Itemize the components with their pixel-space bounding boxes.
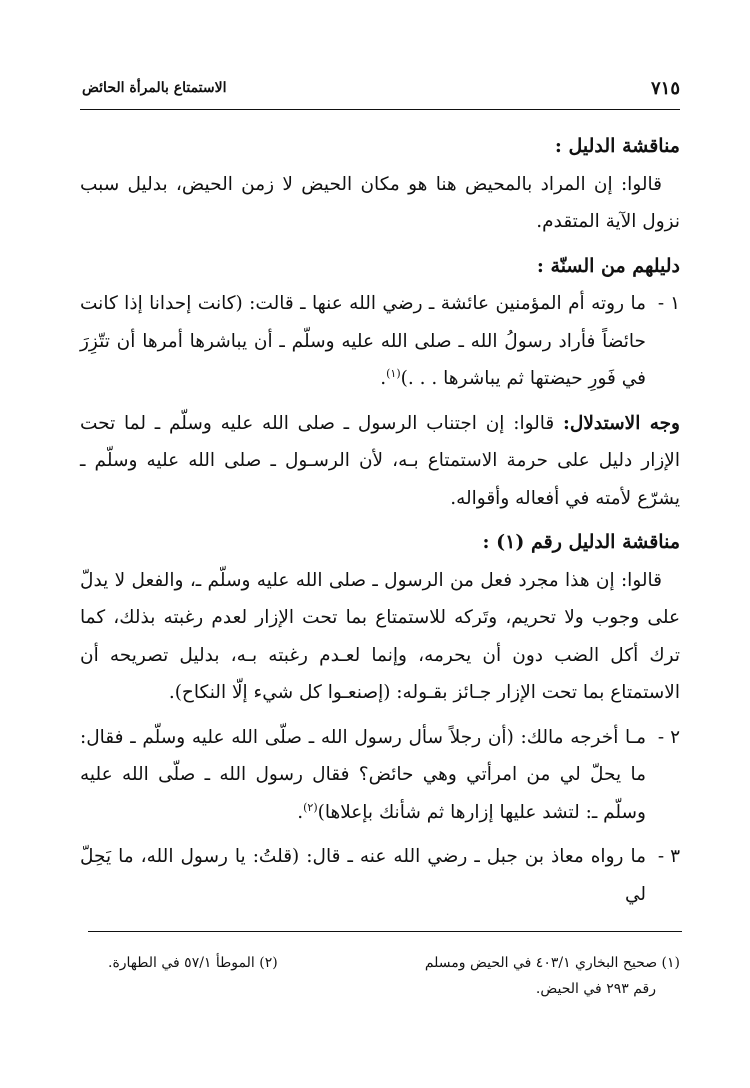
footnote-row xyxy=(88,950,680,976)
section-heading-discussion-1: مناقشة الدليل رقم (١) : xyxy=(482,531,680,553)
main-text xyxy=(80,128,680,913)
item-number: ١ - xyxy=(657,293,680,314)
footnote-1: (١) صحيح البخاري ٤٠٣/١ في الحيض ومسلم xyxy=(424,955,680,971)
section-heading-sunnah: دليلهم من السنّة : xyxy=(536,254,680,277)
footnote-ref-2: (٢) xyxy=(303,800,318,814)
item-number: ٣ - xyxy=(657,846,680,867)
item-number: ٢ - xyxy=(657,726,680,748)
page-header xyxy=(82,78,680,106)
paragraph-discussion-1: قالوا: إن هذا مجرد فعل من الرسول ـ صلى الله عليه وسلّم ـ، والفعل لا يدلّ على وجوب ولا تحريم، وتَركه للاستمتاع بما تحت الإزار لعدم رغبته بذلك، كما ترك أكل الضب دون أن يحرمه، وإنما لعـدم رغبته بـه، بدليل تصريحه أن الاستمتاع بما تحت الإزار جـائز بقـوله: (إصنعـوا كل شيء إلّا النكاح). xyxy=(80,569,680,703)
paragraph-inference xyxy=(80,405,680,518)
inference-text: قالوا: إن اجتناب الرسول ـ صلى الله عليه وسلّم ـ لما تحت الإزار دليل على حرمة الاستمتاع بـه، لأن الرسـول ـ صلى الله عليه وسلّم ـ يشرّع لأمته في أفعاله وأقواله. xyxy=(80,412,680,509)
header-divider xyxy=(80,109,680,110)
item-text-end: . xyxy=(297,801,304,823)
footnotes xyxy=(88,950,680,1002)
item-text xyxy=(80,719,646,832)
page-number: ٧١٥ xyxy=(650,78,680,99)
footnote-ref-1: (١) xyxy=(386,366,401,380)
item-text: ما رواه معاذ بن جبل ـ رضي الله عنه ـ قال: (قلتُ: يا رسول الله، ما يَحِلّ لي xyxy=(80,846,646,905)
section-heading-discussion: مناقشة الدليل : xyxy=(554,135,680,157)
footnote-2: (٢) الموطأ ٥٧/١ في الطهارة. xyxy=(108,955,278,971)
item-text xyxy=(80,285,646,398)
footnote-1-continued: رقم ٢٩٣ في الحيض. xyxy=(535,981,656,997)
footnote-divider xyxy=(88,931,682,932)
paragraph-discussion: قالوا: إن المراد بالمحيض هنا هو مكان الحيض لا زمن الحيض، بدليل سبب نزول الآية المتقدم. xyxy=(80,173,680,232)
item-text-body: مـا أخرجه مالك: (أن رجلاً سأل رسول الله ـ صلّى الله عليه وسلّم ـ فقال: ما يحلّ لي من امرأتي وهي حائض؟ فقال رسول الله ـ صلّى الله عليه وسلّم ـ: لتشد عليها إزارها ثم شأنك بإعلاها) xyxy=(80,726,646,823)
item-text-body: ما روته أم المؤمنين عائشة ـ رضي الله عنها ـ قالت: (كانت إحدانا إذا كانت حائضاً فأراد رسولُ الله ـ صلى الله عليه وسلّم ـ أن يباشرها أمرها أن تتّزِرَ في فَورِ حيضتها ثم يباشرها . . .) xyxy=(80,293,646,389)
evidence-item-2 xyxy=(80,719,680,832)
evidence-item-3 xyxy=(80,838,680,913)
item-text-end: . xyxy=(380,368,387,389)
inference-label: وجه الاستدلال: xyxy=(563,412,680,434)
evidence-item-1 xyxy=(80,285,680,398)
running-title: الاستمتاع بالمرأة الحائض xyxy=(82,80,227,96)
